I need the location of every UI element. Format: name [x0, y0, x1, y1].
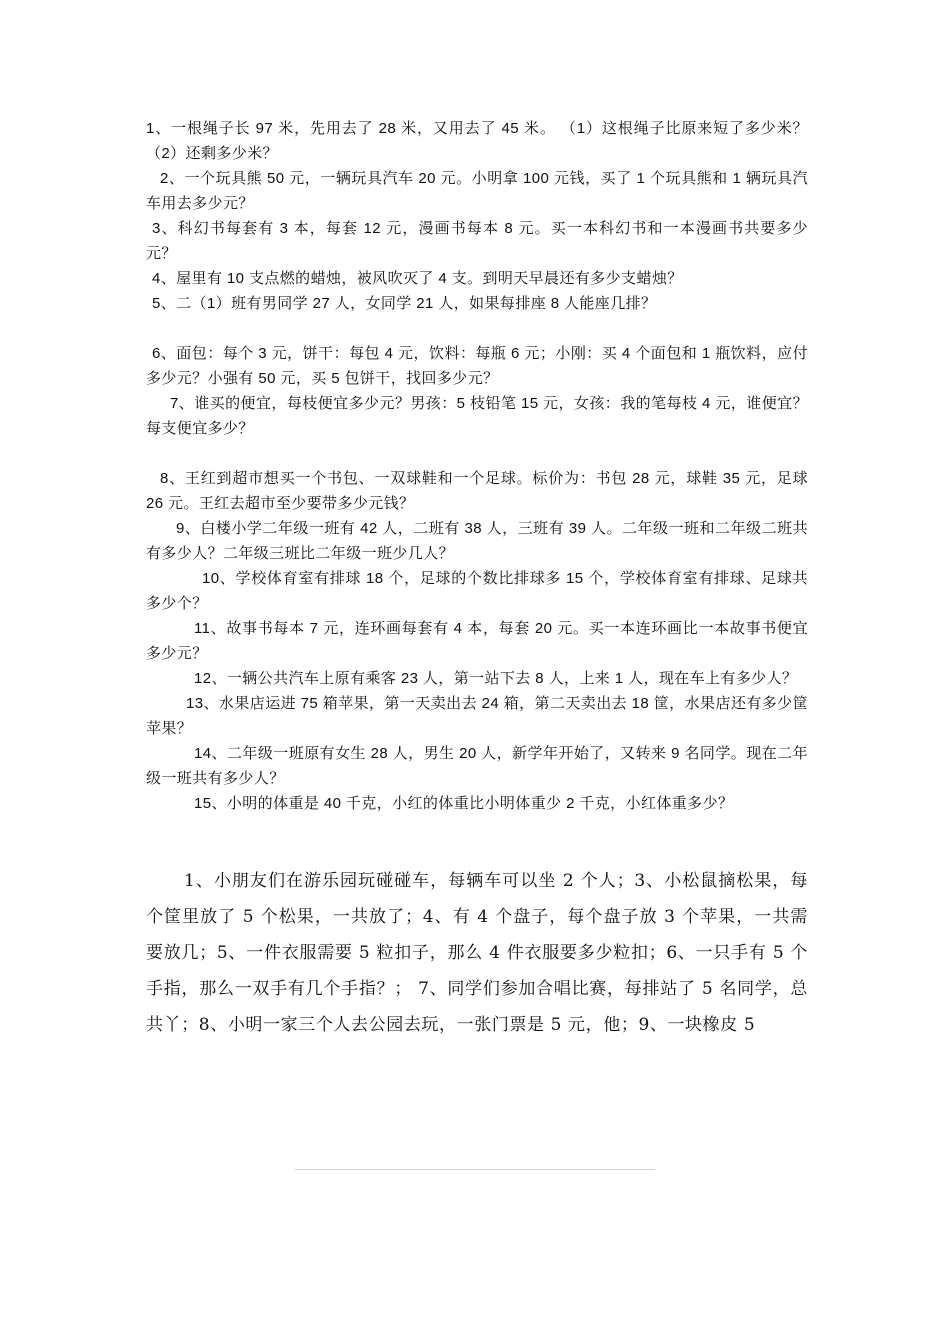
problem-9: 9、白楼小学二年级一班有 42 人，二班有 38 人，三班有 39 人。二年级一班和二年级二班共有多少人？二年级三班比二年级一班少几人？ [146, 520, 808, 562]
problem-11: 11、故事书每本 7 元，连环画每套有 4 本，每套 20 元。买一本连环画比一本故事书便宜多少元？ [146, 620, 808, 662]
problem-14: 14、二年级一班原有女生 28 人，男生 20 人，新学年开始了，又转来 9 名同学。现在二年级一班共有多少人？ [146, 745, 808, 787]
blank-line [146, 316, 808, 341]
problem-5: 5、二（1）班有男同学 27 人，女同学 21 人，如果每排座 8 人能座几排？ [152, 295, 657, 312]
problem-8: 8、王红到超市想买一个书包、一双球鞋和一个足球。标价为：书包 28 元，球鞋 35 元，足球 26 元。王红去超市至少要带多少元钱？ [146, 470, 808, 512]
problem-1: 1、一根绳子长 97 米，先用去了 28 米，又用去了 45 米。 （1）这根绳子比原来短了多少米？ （2）还剩多少米？ [146, 120, 808, 162]
problem-13: 13、水果店运进 75 箱苹果，第一天卖出去 24 箱，第二天卖出去 18 筐，水果店还有多少筐苹果？ [146, 695, 808, 737]
problem-3: 3、科幻书每套有 3 本，每套 12 元，漫画书每本 8 元。买一本科幻书和一本漫画书共要多少元？ [146, 220, 808, 262]
footer-divider [295, 1169, 655, 1170]
problem-7: 7、谁买的便宜，每枝便宜多少元？男孩：5 枝铅笔 15 元，女孩：我的笔每枝 4 元，谁便宜？每支便宜多少？ [146, 395, 808, 437]
blank-line [146, 441, 808, 466]
problem-list [146, 116, 808, 816]
multiplication-problems-paragraph: 1、小朋友们在游乐园玩碰碰车，每辆车可以坐 2 个人；3、小松鼠摘松果，每个筐里放了 5 个松果，一共放了；4、有 4 个盘子，每个盘子放 3 个苹果，一共需要放几；5、一件衣服需要 5 粒扣子，那么 4 件衣服要多少粒扣；6、一只手有 5 个手指，那么一双手有几个手指？； 7、同学们参加合唱比赛，每排站了 5 名同学，总共丫；8、小明一家三个人去公园去玩，一张门票是 5 元，他；9、一块橡皮 5 [146, 871, 808, 1035]
problem-15: 15、小明的体重是 40 千克，小红的体重比小明体重少 2 千克，小红体重多少？ [194, 795, 734, 812]
problem-6: 6、面包：每个 3 元，饼干：每包 4 元，饮料：每瓶 6 元；小刚：买 4 个面包和 1 瓶饮料，应付多少元？小强有 50 元，买 5 包饼干，找回多少元？ [146, 345, 808, 387]
problem-2: 2、一个玩具熊 50 元，一辆玩具汽车 20 元。小明拿 100 元钱，买了 1 个玩具熊和 1 辆玩具汽车用去多少元？ [146, 170, 808, 212]
problem-10: 10、学校体育室有排球 18 个，足球的个数比排球多 15 个，学校体育室有排球、足球共多少个？ [146, 570, 808, 612]
problem-12: 12、一辆公共汽车上原有乘客 23 人，第一站下去 8 人，上来 1 人，现在车上有多少人？ [194, 670, 798, 687]
problem-4: 4、屋里有 10 支点燃的蜡烛，被风吹灭了 4 支。到明天早晨还有多少支蜡烛？ [152, 270, 683, 287]
